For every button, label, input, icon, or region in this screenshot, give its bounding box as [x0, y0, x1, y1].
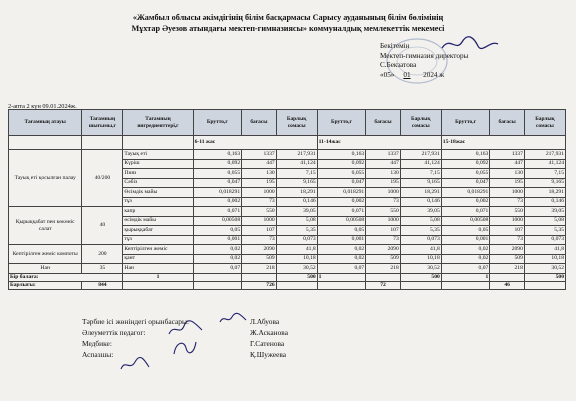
- value-cell: 10,18: [524, 254, 565, 264]
- value-cell: 550: [490, 207, 525, 217]
- value-cell: 217,931: [276, 150, 317, 160]
- value-cell: 5,35: [276, 226, 317, 236]
- header-line-1: «Жамбыл облысы әкімдігінің білім басқармасы Сарысу ауданының білім бөлімінің: [132, 13, 444, 22]
- approval-position: Мектеп-гимназия директоры: [380, 51, 469, 60]
- value-cell: 0,07: [317, 264, 366, 274]
- footer-name: Ж.Асканова: [250, 328, 288, 337]
- per-child-row: [9, 273, 566, 281]
- value-cell: 9,165: [400, 178, 441, 188]
- ingredient-name: Сәбіз: [123, 178, 193, 188]
- value-cell: 30,52: [276, 264, 317, 274]
- value-cell: 7,15: [400, 169, 441, 179]
- value-cell: 0,001: [193, 235, 242, 245]
- value-cell: 0,146: [524, 197, 565, 207]
- grand-total-v2: 726: [242, 281, 277, 289]
- signatures-footer: [82, 316, 370, 360]
- ingredient-name: Тауық еті: [123, 150, 193, 160]
- grand-total-v3: 72: [366, 281, 401, 289]
- value-cell: 0,001: [441, 235, 490, 245]
- menu-table-totals: [9, 273, 566, 289]
- value-cell: 1000: [366, 216, 401, 226]
- approval-date: [380, 71, 468, 81]
- col-price-2: бағасы: [366, 110, 401, 136]
- dish-yield: 40/200: [82, 150, 123, 207]
- value-cell: 0,055: [441, 169, 490, 179]
- footer-name: Қ.Шужеева: [250, 350, 287, 359]
- footer-name: Л.Абуова: [250, 317, 280, 326]
- value-cell: 1000: [242, 216, 277, 226]
- value-cell: 0,02: [193, 254, 242, 264]
- ingredient-name: Нан: [123, 264, 193, 274]
- value-cell: 0,073: [524, 235, 565, 245]
- value-cell: 0,146: [276, 197, 317, 207]
- value-cell: 0,163: [317, 150, 366, 160]
- col-gross-2: Брутто,г: [317, 110, 366, 136]
- dish-name: Нан: [9, 264, 82, 274]
- value-cell: 10,18: [276, 254, 317, 264]
- value-cell: 0,071: [441, 207, 490, 217]
- dish-yield: 40: [82, 207, 123, 245]
- footer-role: Медбике:: [82, 339, 112, 348]
- ingredient-name: Кептірілген жеміс: [123, 245, 193, 255]
- value-cell: 0,002: [441, 197, 490, 207]
- value-cell: 195: [242, 178, 277, 188]
- value-cell: 1000: [490, 188, 525, 198]
- value-cell: 5,08: [400, 216, 441, 226]
- value-cell: 30,52: [524, 264, 565, 274]
- value-cell: 41,124: [400, 159, 441, 169]
- per-child-v3: 1: [317, 273, 366, 281]
- footer-row: [82, 327, 370, 338]
- menu-table-wrap: [8, 109, 566, 290]
- value-cell: 107: [366, 226, 401, 236]
- value-cell: 0,073: [276, 235, 317, 245]
- value-cell: 217,931: [524, 150, 565, 160]
- value-cell: 107: [242, 226, 277, 236]
- ingredient-name: қант: [123, 254, 193, 264]
- value-cell: 0,02: [193, 245, 242, 255]
- value-cell: 41,124: [524, 159, 565, 169]
- value-cell: 73: [366, 235, 401, 245]
- value-cell: 447: [490, 159, 525, 169]
- value-cell: 18,291: [276, 188, 317, 198]
- per-child-v6: 500: [524, 273, 565, 281]
- menu-table: [8, 109, 566, 290]
- ingredient-name: тұз: [123, 197, 193, 207]
- per-child-v5: 1: [441, 273, 490, 281]
- grand-total-row: [9, 281, 566, 289]
- value-cell: 218: [366, 264, 401, 274]
- value-cell: 10,18: [400, 254, 441, 264]
- value-cell: 18,291: [524, 188, 565, 198]
- value-cell: 1000: [366, 188, 401, 198]
- value-cell: 73: [366, 197, 401, 207]
- value-cell: 0,092: [317, 159, 366, 169]
- col-price-3: бағасы: [490, 110, 525, 136]
- value-cell: 0,002: [193, 197, 242, 207]
- value-cell: 7,15: [524, 169, 565, 179]
- age-group-2: 11-14жас: [317, 136, 441, 150]
- value-cell: 0,047: [193, 178, 242, 188]
- value-cell: 0,073: [400, 235, 441, 245]
- ingredient-row: [9, 245, 566, 255]
- value-cell: 1000: [242, 188, 277, 198]
- value-cell: 0,02: [441, 254, 490, 264]
- age-group-3: 15-18жас: [441, 136, 565, 150]
- value-cell: 41,8: [524, 245, 565, 255]
- document-header: [0, 12, 576, 34]
- ingredient-name: Пияз: [123, 169, 193, 179]
- footer-role: Әлеуметтік педагог:: [82, 328, 146, 337]
- approval-name: С.Бекзатова: [380, 61, 417, 70]
- col-total-3: Барлық сомасы: [524, 110, 565, 136]
- footer-row: [82, 316, 370, 327]
- value-cell: 5,35: [400, 226, 441, 236]
- menu-table-body: [9, 136, 566, 274]
- value-cell: 5,35: [524, 226, 565, 236]
- value-cell: 0,05: [193, 226, 242, 236]
- value-cell: 0,071: [193, 207, 242, 217]
- approval-year: 2024 ж: [423, 70, 445, 79]
- value-cell: 447: [242, 159, 277, 169]
- value-cell: 9,165: [276, 178, 317, 188]
- value-cell: 0,163: [193, 150, 242, 160]
- value-cell: 1337: [490, 150, 525, 160]
- value-cell: 2090: [242, 245, 277, 255]
- value-cell: 0,047: [317, 178, 366, 188]
- per-child-v2: 500: [276, 273, 317, 281]
- value-cell: 9,165: [524, 178, 565, 188]
- value-cell: 130: [366, 169, 401, 179]
- value-cell: 130: [490, 169, 525, 179]
- ingredient-name: Күріш: [123, 159, 193, 169]
- value-cell: 0,146: [400, 197, 441, 207]
- value-cell: 0,055: [317, 169, 366, 179]
- footer-name: Г.Сатенова: [250, 339, 285, 348]
- value-cell: 195: [490, 178, 525, 188]
- value-cell: 0,02: [317, 254, 366, 264]
- value-cell: 0,047: [441, 178, 490, 188]
- value-cell: 7,15: [276, 169, 317, 179]
- value-cell: 5,08: [276, 216, 317, 226]
- dish-yield: 200: [82, 245, 123, 264]
- col-yield: Тағамның шығымы,г: [82, 110, 123, 136]
- value-cell: 550: [242, 207, 277, 217]
- value-cell: 0,05: [317, 226, 366, 236]
- approval-day: «05»: [380, 70, 395, 79]
- header-line-2: Мұхтар Әуезов атындағы мектеп-гимназиясы» коммуналдық мемлекеттік мекемесі: [131, 24, 445, 33]
- value-cell: 0,001: [317, 235, 366, 245]
- col-total-1: Барлық сомасы: [276, 110, 317, 136]
- col-product: Тағамның атауы: [9, 110, 82, 136]
- ingredient-row: [9, 264, 566, 274]
- approval-month: 01: [403, 70, 411, 79]
- value-cell: 0,055: [193, 169, 242, 179]
- ingredient-name: капр: [123, 207, 193, 217]
- value-cell: 1337: [366, 150, 401, 160]
- value-cell: 39,05: [400, 207, 441, 217]
- value-cell: 107: [490, 226, 525, 236]
- ingredient-row: [9, 207, 566, 217]
- value-cell: 41,124: [276, 159, 317, 169]
- dish-yield: 35: [82, 264, 123, 274]
- approval-title: Бекітемін: [380, 42, 410, 50]
- value-cell: 509: [242, 254, 277, 264]
- value-cell: 0,00508: [193, 216, 242, 226]
- footer-role: Тәрбие ісі жөніндегі орынбасары:: [82, 317, 190, 326]
- per-child-v4: 500: [400, 273, 441, 281]
- value-cell: 0,092: [193, 159, 242, 169]
- value-cell: 0,00508: [441, 216, 490, 226]
- ingredient-name: тұз: [123, 235, 193, 245]
- value-cell: 2090: [490, 245, 525, 255]
- value-cell: 0,07: [193, 264, 242, 274]
- value-cell: 41,8: [400, 245, 441, 255]
- value-cell: 550: [366, 207, 401, 217]
- value-cell: 509: [490, 254, 525, 264]
- value-cell: 2090: [366, 245, 401, 255]
- value-cell: 0,07: [441, 264, 490, 274]
- value-cell: 130: [242, 169, 277, 179]
- grand-total-v1: 844: [82, 281, 123, 289]
- ingredient-name: Өсімдік майы: [123, 188, 193, 198]
- col-price-1: бағасы: [242, 110, 277, 136]
- grand-total-label: Барлығы:: [9, 281, 82, 289]
- value-cell: 5,08: [524, 216, 565, 226]
- value-cell: 0,163: [441, 150, 490, 160]
- ingredient-name: қырыққабат: [123, 226, 193, 236]
- value-cell: 39,05: [524, 207, 565, 217]
- value-cell: 217,931: [400, 150, 441, 160]
- value-cell: 73: [242, 235, 277, 245]
- value-cell: 73: [490, 197, 525, 207]
- value-cell: 18,291: [400, 188, 441, 198]
- value-cell: 39,05: [276, 207, 317, 217]
- value-cell: 0,00508: [317, 216, 366, 226]
- per-child-v1: 1: [123, 273, 193, 281]
- value-cell: 0,018291: [441, 188, 490, 198]
- value-cell: 0,002: [317, 197, 366, 207]
- value-cell: 0,05: [441, 226, 490, 236]
- value-cell: 0,02: [441, 245, 490, 255]
- value-cell: 195: [366, 178, 401, 188]
- value-cell: 73: [490, 235, 525, 245]
- value-cell: 0,018291: [317, 188, 366, 198]
- col-total-2: Барлық сомасы: [400, 110, 441, 136]
- value-cell: 0,02: [317, 245, 366, 255]
- col-gross-3: Брутто,г: [441, 110, 490, 136]
- footer-row: [82, 349, 370, 360]
- approval-block: [380, 42, 468, 80]
- col-ingredients: Тағамның ингредиенттері,г: [123, 110, 193, 136]
- per-child-label: Бір балаға:: [9, 273, 123, 281]
- value-cell: 447: [366, 159, 401, 169]
- dish-name: Қырыққабат пен көкөніс салат: [9, 207, 82, 245]
- value-cell: 1337: [242, 150, 277, 160]
- value-cell: 0,071: [317, 207, 366, 217]
- age-group-1: 6-11 жас: [193, 136, 317, 150]
- footer-row: [82, 338, 370, 349]
- footer-role: Аспазшы:: [82, 350, 114, 359]
- ingredient-row: [9, 150, 566, 160]
- value-cell: 509: [366, 254, 401, 264]
- menu-day-label: 2-апта 2 күн 09.01.2024ж.: [8, 103, 77, 110]
- value-cell: 218: [490, 264, 525, 274]
- value-cell: 0,018291: [193, 188, 242, 198]
- dish-name: Кептірілген жеміс компоты: [9, 245, 82, 264]
- grand-total-v4: 46: [490, 281, 525, 289]
- value-cell: 41,8: [276, 245, 317, 255]
- dish-name: Тауық еті қосылған палау: [9, 150, 82, 207]
- value-cell: 0,092: [441, 159, 490, 169]
- value-cell: 30,52: [400, 264, 441, 274]
- ingredient-name: өсімдік майы: [123, 216, 193, 226]
- value-cell: 73: [242, 197, 277, 207]
- value-cell: 1000: [490, 216, 525, 226]
- value-cell: 218: [242, 264, 277, 274]
- col-gross-1: Брутто,г: [193, 110, 242, 136]
